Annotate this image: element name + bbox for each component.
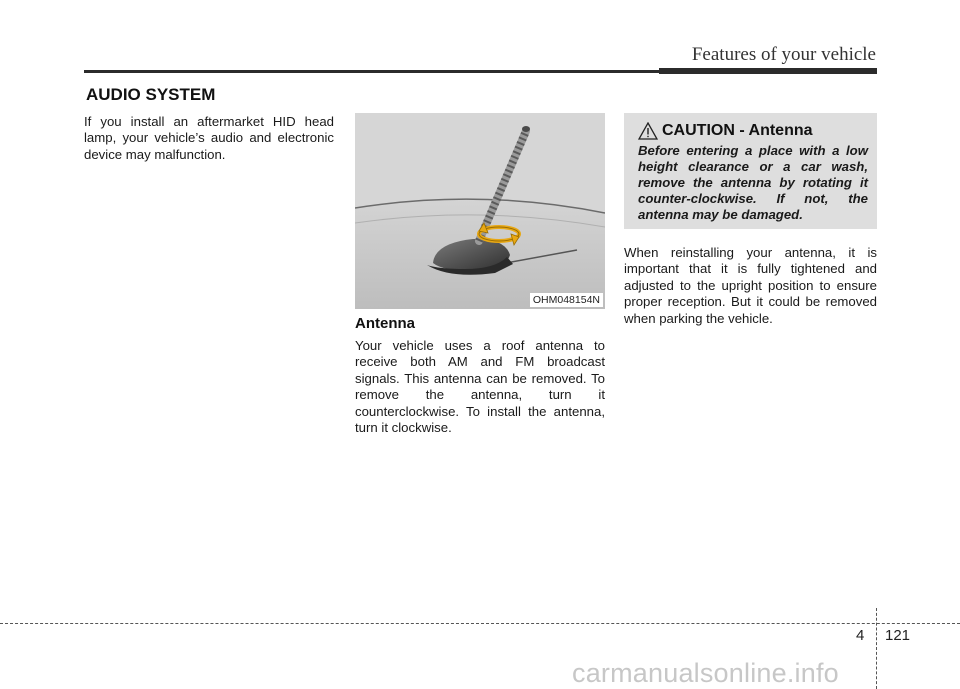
caution-body: Before entering a place with a low height clearance or a car wash, remove the antenna by rotating it counter-clockwise. If not, the antenna may be damaged. [638,143,868,222]
figure-code: OHM048154N [530,293,603,307]
watermark: carmanualsonline.info [572,658,839,688]
caution-title: CAUTION - Antenna [662,122,813,139]
intro-paragraph: If you install an aftermarket HID head lamp, your vehicle’s audio and electronic device may malfunction. [84,114,334,162]
antenna-paragraph: Your vehicle uses a roof antenna to receive both AM and FM broadcast signals. This antenna can be removed. To remove the antenna, turn it counterclockwise. To install the antenna, turn it clockwise. [355,338,605,436]
page-number: 121 [885,627,911,644]
header-rule-accent [659,68,877,74]
section-title: AUDIO SYSTEM [86,85,216,104]
chapter-number: 4 [856,627,865,644]
antenna-figure [355,113,605,309]
antenna-illustration [355,113,605,309]
caution-box [624,113,877,229]
footer-divider [876,608,877,689]
antenna-heading: Antenna [355,315,415,332]
footer-rule [0,623,960,624]
reinstall-paragraph: When reinstalling your antenna, it is important that it is fully tightened and adjusted to the upright position to ensure proper reception. But it could be removed when parking the vehicle. [624,245,877,326]
warning-icon [638,122,658,140]
header-title: Features of your vehicle [691,44,876,65]
